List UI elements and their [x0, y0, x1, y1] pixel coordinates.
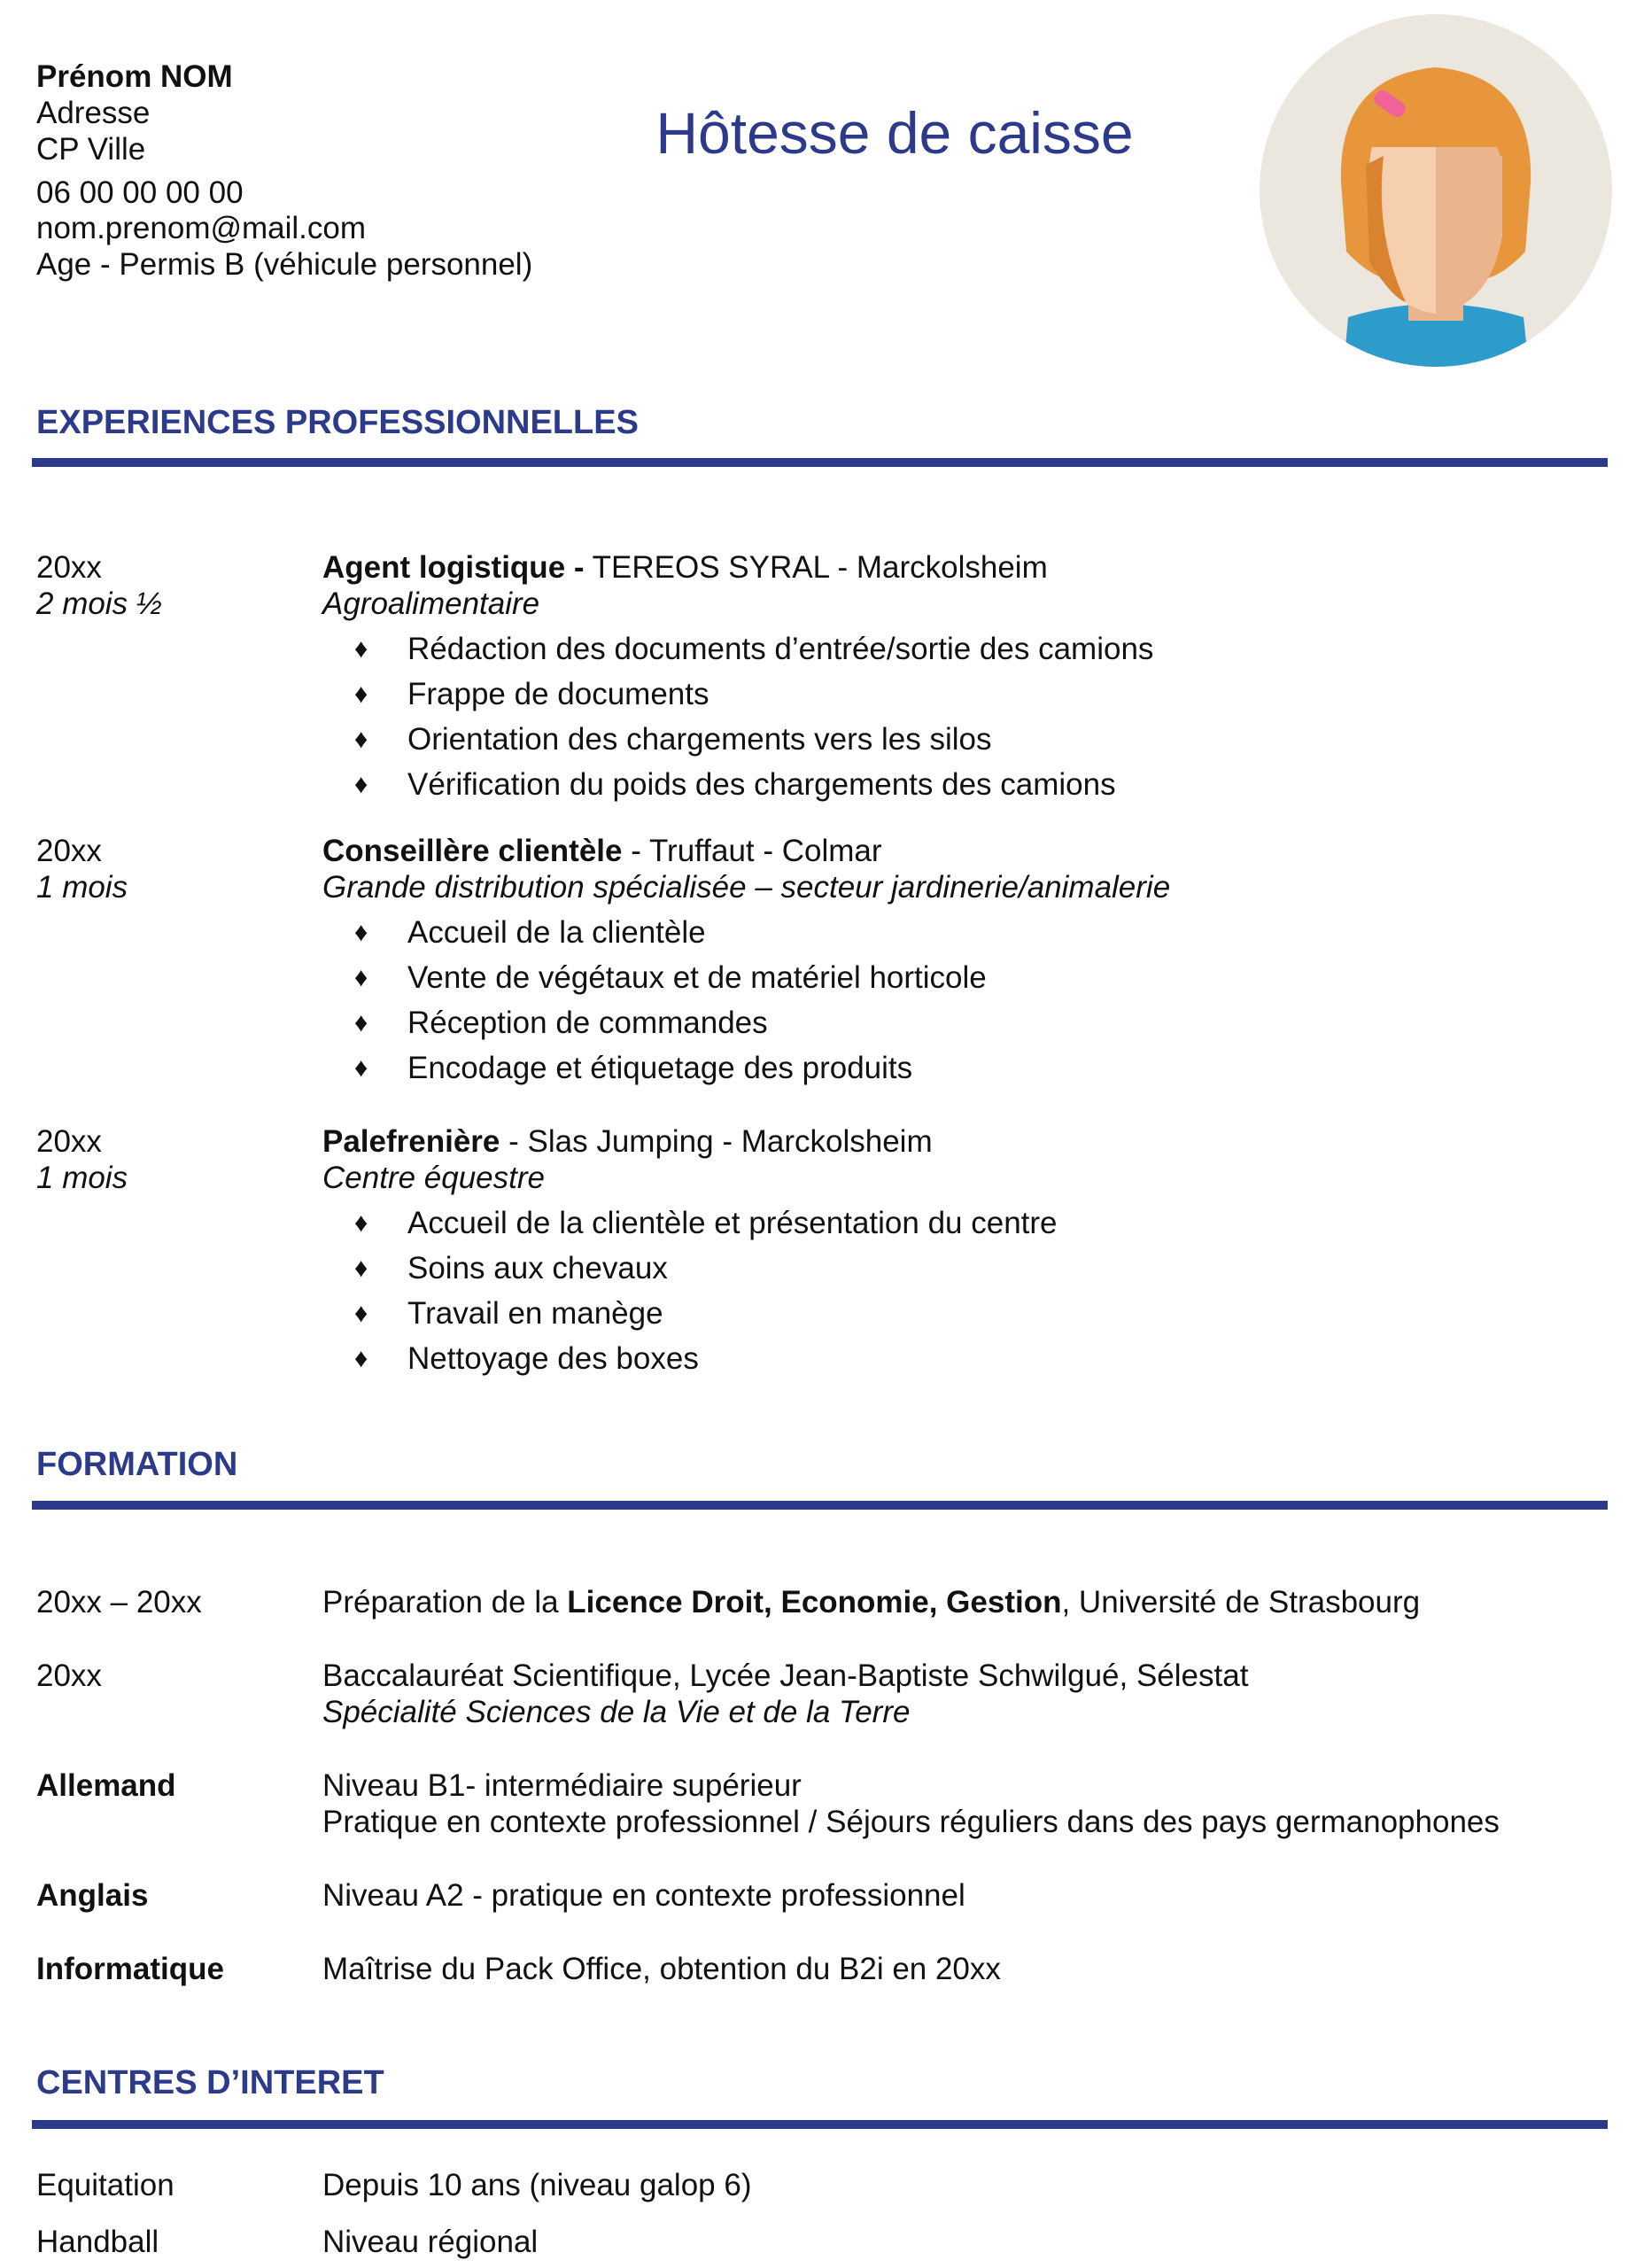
formation-licence [322, 1584, 1420, 1620]
list-item: Vente de végétaux et de matériel horticole [407, 960, 987, 995]
formation-bac-specialty: Spécialité Sciences de la Vie et de la Terre [322, 1695, 911, 1729]
experience-year: 20xx [36, 1124, 102, 1159]
job-title: Hôtesse de caisse [655, 100, 1134, 166]
interest-detail: Depuis 10 ans (niveau galop 6) [322, 2168, 752, 2202]
formation-licence-degree: Licence Droit, Economie, Gestion [567, 1585, 1062, 1619]
list-item: Orientation des chargements vers les silos [407, 722, 992, 757]
formation-date: 20xx – 20xx [36, 1585, 202, 1619]
bullet-icon: ♦ [354, 1053, 368, 1083]
experience-duration: 1 mois [36, 1161, 128, 1195]
experience-company: TEREOS SYRAL - Marckolsheim [584, 550, 1048, 585]
formation-licence-prefix: Préparation de la [322, 1585, 568, 1619]
language-english-level: Niveau A2 - pratique en contexte professionnel [322, 1878, 965, 1913]
experience-year: 20xx [36, 550, 102, 585]
bullet-icon: ♦ [354, 1254, 368, 1283]
bullet-icon: ♦ [354, 725, 368, 754]
experience-sector: Grande distribution spécialisée – secteur jardinerie/animalerie [322, 870, 1171, 905]
list-item: Réception de commandes [407, 1006, 768, 1040]
age-license: Age - Permis B (véhicule personnel) [36, 247, 533, 282]
language-german-level: Niveau B1- intermédiaire supérieur [322, 1768, 802, 1803]
experience-heading [322, 549, 1048, 586]
phone: 06 00 00 00 00 [36, 175, 244, 210]
skill-label-computing: Informatique [36, 1952, 224, 1986]
section-divider [32, 458, 1608, 467]
bullet-icon: ♦ [354, 963, 368, 992]
list-item: Travail en manège [407, 1296, 663, 1331]
experience-year: 20xx [36, 834, 102, 868]
address: Adresse [36, 96, 151, 130]
experience-company: - Truffaut - Colmar [622, 834, 882, 868]
bullet-icon: ♦ [354, 918, 368, 947]
formation-bac: Baccalauréat Scientifique, Lycée Jean-Baptiste Schwilgué, Sélestat [322, 1658, 1249, 1693]
list-item: Accueil de la clientèle [407, 915, 706, 950]
experience-duration: 2 mois ½ [36, 586, 162, 621]
experience-heading [322, 1123, 933, 1160]
list-item: Nettoyage des boxes [407, 1341, 699, 1376]
list-item: Accueil de la clientèle et présentation du centre [407, 1206, 1058, 1240]
experience-role: Conseillère clientèle [322, 834, 623, 868]
formation-date: 20xx [36, 1658, 102, 1693]
experience-sector: Agroalimentaire [322, 586, 540, 621]
city: CP Ville [36, 132, 146, 167]
formation-licence-school: , Université de Strasbourg [1061, 1585, 1421, 1619]
bullet-icon: ♦ [354, 1208, 368, 1238]
section-title-formation: FORMATION [36, 1446, 238, 1483]
list-item: Rédaction des documents d’entrée/sortie des camions [407, 632, 1154, 666]
candidate-name: Prénom NOM [36, 59, 233, 94]
section-title-experiences: EXPERIENCES PROFESSIONNELLES [36, 404, 639, 441]
bullet-icon: ♦ [354, 680, 368, 709]
experience-role: Palefrenière [322, 1124, 500, 1159]
interest-detail: Niveau régional [322, 2225, 539, 2259]
bullet-icon: ♦ [354, 1299, 368, 1328]
language-label-english: Anglais [36, 1878, 149, 1913]
experience-sector: Centre équestre [322, 1161, 545, 1195]
language-label-german: Allemand [36, 1768, 176, 1803]
bullet-icon: ♦ [354, 1344, 368, 1373]
list-item: Encodage et étiquetage des produits [407, 1051, 913, 1085]
language-german-practice: Pratique en contexte professionnel / Séjours réguliers dans des pays germanophones [322, 1805, 1500, 1839]
skill-computing-detail: Maîtrise du Pack Office, obtention du B2i en 20xx [322, 1952, 1001, 1986]
section-title-interests: CENTRES D’INTERET [36, 2064, 384, 2101]
bullet-icon: ♦ [354, 634, 368, 664]
section-divider [32, 2120, 1608, 2129]
experience-company: - Slas Jumping - Marckolsheim [500, 1124, 933, 1159]
bullet-icon: ♦ [354, 1008, 368, 1037]
list-item: Soins aux chevaux [407, 1251, 668, 1285]
experience-heading [322, 833, 882, 869]
email: nom.prenom@mail.com [36, 211, 367, 245]
bullet-icon: ♦ [354, 770, 368, 799]
woman-avatar-icon [1260, 14, 1612, 367]
experience-role: Agent logistique - [322, 550, 585, 585]
list-item: Vérification du poids des chargements des camions [407, 767, 1116, 802]
section-divider [32, 1501, 1608, 1510]
interest-label: Equitation [36, 2168, 174, 2202]
interest-label: Handball [36, 2225, 159, 2259]
contact-block [36, 58, 532, 283]
experience-duration: 1 mois [36, 870, 128, 905]
list-item: Frappe de documents [407, 677, 709, 711]
